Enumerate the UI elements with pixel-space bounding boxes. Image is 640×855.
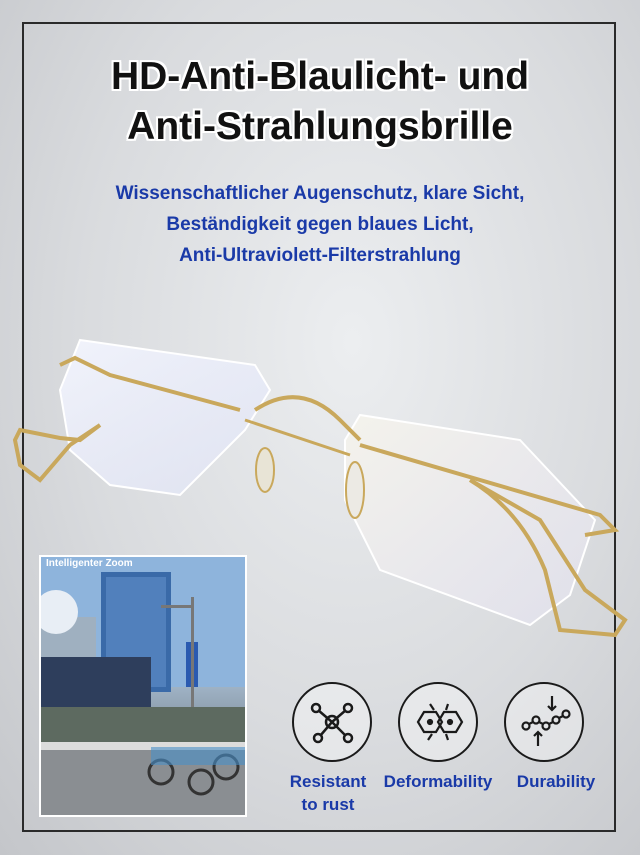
page-subtitle: [0, 178, 640, 271]
subtitle-line-1: Wissenschaftlicher Augenschutz, klare Sicht,: [115, 183, 525, 204]
subtitle-line-2: Beständigkeit gegen blaues Licht,: [166, 214, 474, 235]
pressure-arrows-icon: [504, 682, 584, 762]
title-line-2: Anti-Strahlungsbrille: [127, 105, 513, 148]
zoom-label: Intelligenter Zoom: [46, 558, 133, 569]
subtitle-line-3: Anti-Ultraviolett-Filterstrahlung: [179, 245, 461, 266]
feature-label-durability: Durability: [516, 772, 596, 791]
feature-label-deformability: Deformability: [383, 772, 493, 791]
molecule-icon: [292, 682, 372, 762]
feature-durability: [504, 682, 584, 762]
zoom-photo: [39, 555, 247, 817]
hexagon-structure-icon: [398, 682, 478, 762]
title-line-1: HD-Anti-Blaulicht- und: [110, 55, 530, 98]
right-lens: [345, 415, 595, 625]
left-lens: [60, 340, 270, 495]
feature-label-rust: Resistant to rust: [289, 772, 367, 814]
feature-deformability: [398, 682, 478, 762]
street-scene-image: [41, 557, 245, 815]
feature-rust-resistant: [292, 682, 372, 762]
page-title: [0, 52, 640, 152]
